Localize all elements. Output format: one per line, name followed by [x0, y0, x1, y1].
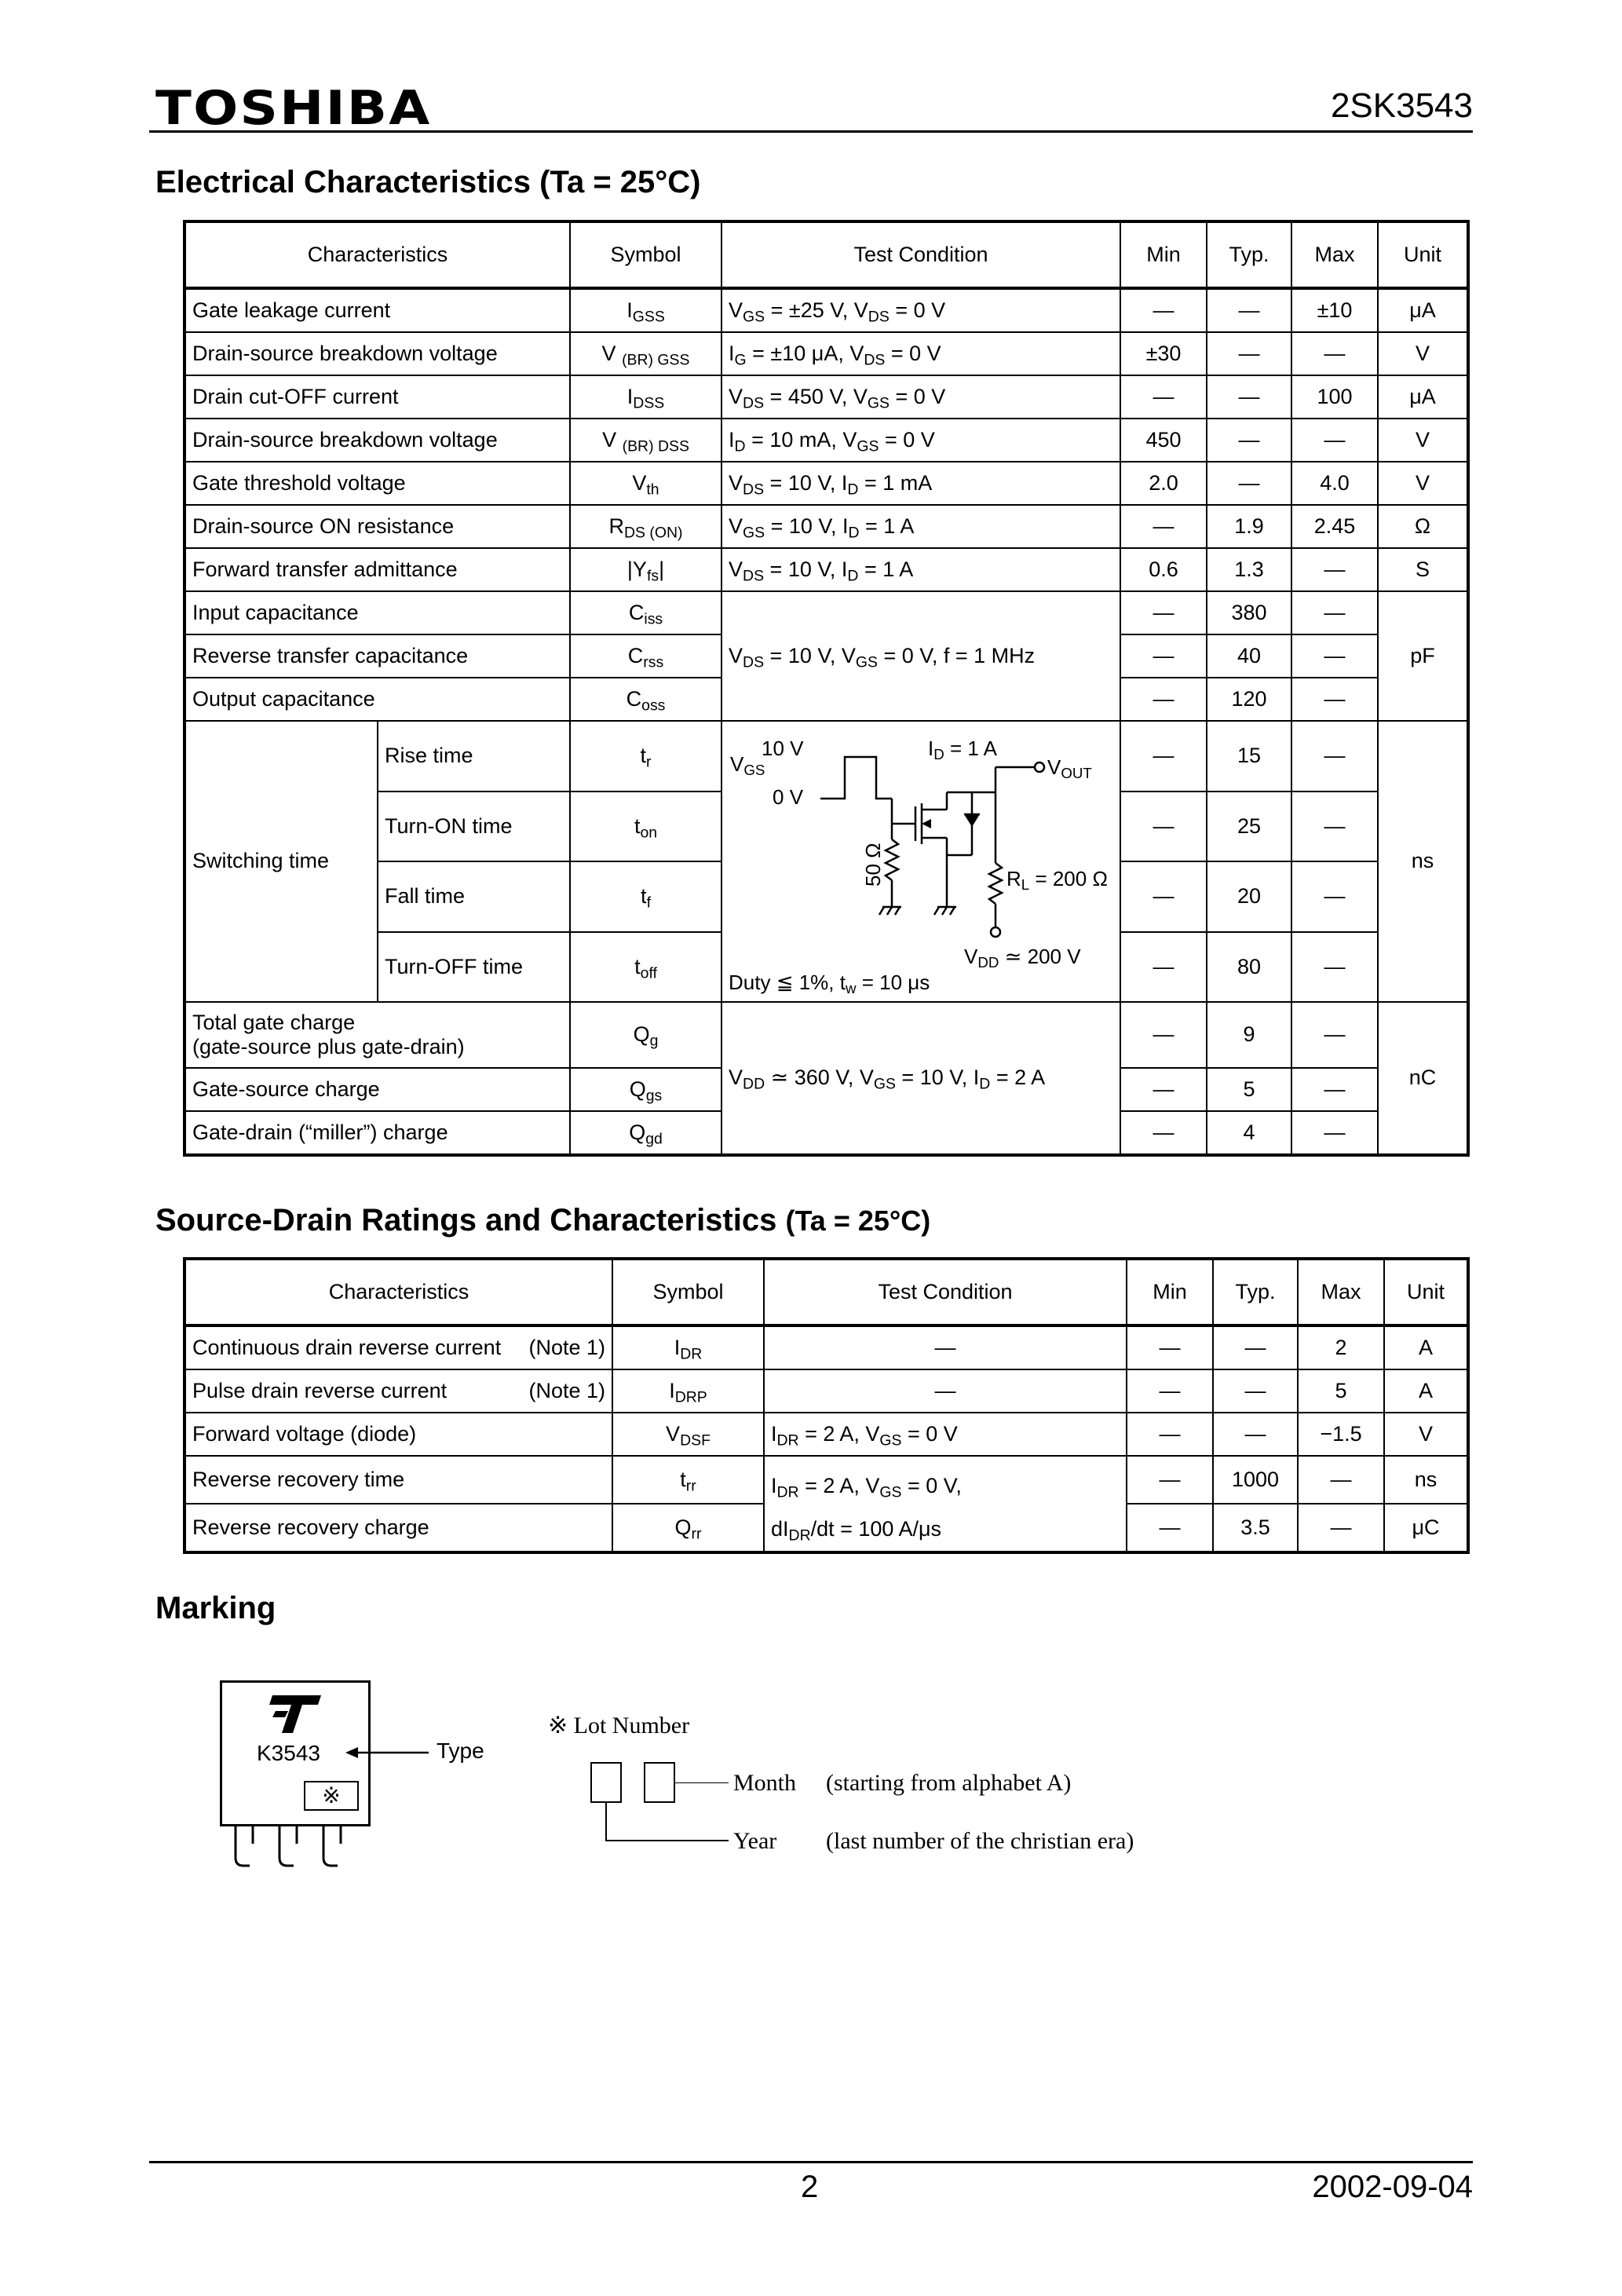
symbol-cell: $C_{rss}$	[570, 634, 721, 678]
min-cell: —	[1120, 591, 1207, 634]
condition-cell: $I_{DR} = 2$ A, $V_{GS} = 0$ V	[764, 1413, 1127, 1456]
row-label: Gate-drain (“miller”) charge	[185, 1111, 570, 1154]
row-label: Forward transfer admittance	[185, 548, 570, 591]
unit-cell: V	[1378, 462, 1467, 505]
typ-cell: —	[1207, 332, 1291, 375]
vdd-value: ≃ 200 V	[1004, 945, 1081, 968]
unit-cell: Ω	[1378, 505, 1467, 548]
row-label: Gate-source charge	[185, 1068, 570, 1111]
rl-label: $R_L = 200$ Ω	[1006, 867, 1108, 894]
max-cell: —	[1291, 861, 1378, 932]
section-title-main: Source-Drain Ratings and Characteristics	[155, 1203, 777, 1238]
symbol-cell: V $_{(BR) DSS}$	[570, 419, 721, 462]
row-label: Drain-source breakdown voltage	[185, 332, 570, 375]
row-label-text: Continuous drain reverse current	[192, 1335, 502, 1359]
typ-cell: 1.3	[1207, 548, 1291, 591]
unit-cell: A	[1384, 1325, 1467, 1369]
condition-cell: $V_{GS} = 10$ V, $I_D = 1$ A	[721, 505, 1120, 548]
unit-cell: ns	[1384, 1456, 1467, 1504]
col-unit: Unit	[1384, 1260, 1467, 1325]
table-header-row	[185, 222, 1467, 288]
min-cell: —	[1120, 678, 1207, 721]
max-cell: —	[1291, 1002, 1378, 1068]
row-label-line-2: (gate-source plus gate-drain)	[192, 1035, 465, 1058]
typ-cell: 9	[1207, 1002, 1291, 1068]
max-cell: —	[1291, 792, 1378, 862]
typ-cell: —	[1207, 288, 1291, 332]
typ-cell: —	[1213, 1325, 1298, 1369]
condition-cell: $V_{DS} = 10$ V, $I_D = 1$ mA	[721, 462, 1120, 505]
row-label	[185, 1002, 570, 1068]
source-drain-ratings-title	[155, 1203, 930, 1238]
page-number: 2	[801, 2170, 819, 2204]
typ-cell: 380	[1207, 591, 1291, 634]
typ-cell: —	[1213, 1413, 1298, 1456]
typ-cell: —	[1213, 1369, 1298, 1413]
lot-number-box: ※	[304, 1781, 359, 1811]
max-cell: —	[1291, 591, 1378, 634]
row-label: Gate leakage current	[185, 288, 570, 332]
condition-cell: $I_G = \pm 10$ μA, $V_{DS} = 0$ V	[721, 332, 1120, 375]
max-cell: —	[1291, 634, 1378, 678]
unit-cell: S	[1378, 548, 1467, 591]
min-cell: —	[1120, 721, 1207, 792]
source-drain-table	[184, 1259, 1468, 1552]
typ-cell: 80	[1207, 932, 1291, 1003]
footer-rule	[149, 2161, 1473, 2163]
marking-title: Marking	[155, 1591, 276, 1625]
condition-cell: $V_{DS} = 10$ V, $V_{GS} = 0$ V, f = 1 MHz	[721, 591, 1120, 721]
vgs-high-label: 10 V	[762, 737, 804, 760]
typ-cell: 5	[1207, 1068, 1291, 1111]
row-label: Input capacitance	[185, 591, 570, 634]
symbol-cell: $t_{off}$	[570, 932, 721, 1003]
row-label: Turn-OFF time	[378, 932, 570, 1003]
row-label: Reverse transfer capacitance	[185, 634, 570, 678]
table-row	[185, 505, 1467, 548]
max-cell: —	[1291, 548, 1378, 591]
year-description: (last number of the christian era)	[826, 1828, 1134, 1854]
note-label: (Note 1)	[528, 1335, 605, 1359]
typ-cell: 40	[1207, 634, 1291, 678]
max-cell: 2	[1298, 1325, 1384, 1369]
package-leads-icon	[229, 1826, 363, 1870]
typ-cell: 1.9	[1207, 505, 1291, 548]
max-cell: —	[1291, 419, 1378, 462]
unit-cell: A	[1384, 1369, 1467, 1413]
row-label: Fall time	[378, 861, 570, 932]
row-label: Forward voltage (diode)	[185, 1413, 612, 1456]
table-row	[185, 1456, 1467, 1504]
condition-cell: $I_{DR} = 2$ A, $V_{GS} = 0$ V, $dI_{DR}/dt = 100$ A/μs	[764, 1456, 1127, 1552]
max-cell: —	[1291, 721, 1378, 792]
max-cell: —	[1291, 332, 1378, 375]
electrical-characteristics-title	[155, 165, 700, 200]
row-label: Reverse recovery time	[185, 1456, 612, 1504]
max-cell: —	[1298, 1504, 1384, 1552]
table-row	[185, 332, 1467, 375]
symbol-cell: $R_{DS (ON)}$	[570, 505, 721, 548]
switching-time-label: Switching time	[185, 721, 378, 1002]
table-row	[185, 375, 1467, 419]
condition-cell: —	[764, 1369, 1127, 1413]
max-cell: 5	[1298, 1369, 1384, 1413]
part-number: 2SK3543	[1330, 86, 1473, 125]
typ-cell: —	[1207, 375, 1291, 419]
condition-cell: $V_{DD}$ ≃ 360 V, $V_{GS} = 10$ V, $I_D = 2$ A	[721, 1002, 1120, 1154]
max-cell: 100	[1291, 375, 1378, 419]
table-row	[185, 1369, 1467, 1413]
typ-cell: —	[1207, 419, 1291, 462]
condition-cell: $V_{DS} = 450$ V, $V_{GS} = 0$ V	[721, 375, 1120, 419]
col-typ: Typ.	[1213, 1260, 1298, 1325]
min-cell: —	[1127, 1504, 1213, 1552]
header-rule	[149, 130, 1473, 133]
typ-cell: 15	[1207, 721, 1291, 792]
typ-cell: 20	[1207, 861, 1291, 932]
gate-resistor-label: 50 Ω	[861, 843, 886, 887]
symbol-cell: $I_{DR}$	[612, 1325, 764, 1369]
max-cell: ±10	[1291, 288, 1378, 332]
symbol-cell: $t_r$	[570, 721, 721, 792]
toshiba-logo: TOSHIBA	[155, 81, 432, 136]
typ-cell: 120	[1207, 678, 1291, 721]
section-title-condition: (Ta = 25°C)	[785, 1205, 931, 1237]
condition-cell: —	[764, 1325, 1127, 1369]
duty-label: Duty ≦ 1%, $t_w = 10$ μs	[729, 971, 930, 997]
table-row	[185, 548, 1467, 591]
unit-cell: μC	[1384, 1504, 1467, 1552]
min-cell: —	[1127, 1369, 1213, 1413]
vout-label: $V_{OUT}$	[1047, 755, 1092, 782]
table-row	[185, 419, 1467, 462]
table-row	[185, 1002, 1467, 1068]
symbol-cell: $Q_g$	[570, 1002, 721, 1068]
typ-cell: —	[1207, 462, 1291, 505]
symbol-cell: $Q_{rr}$	[612, 1504, 764, 1552]
document-date: 2002-09-04	[1312, 2170, 1473, 2204]
unit-cell: V	[1384, 1413, 1467, 1456]
symbol-cell: $I_{GSS}$	[570, 288, 721, 332]
min-cell: —	[1120, 634, 1207, 678]
max-cell: —	[1298, 1456, 1384, 1504]
lot-number-leader-lines	[597, 1782, 730, 1845]
unit-cell: ns	[1378, 721, 1467, 1002]
row-label: Drain-source breakdown voltage	[185, 419, 570, 462]
min-cell: 450	[1120, 419, 1207, 462]
max-cell: —	[1291, 1111, 1378, 1154]
max-cell: 2.45	[1291, 505, 1378, 548]
max-cell: —	[1291, 1068, 1378, 1111]
symbol-cell: $V_{DSF}$	[612, 1413, 764, 1456]
unit-cell: V	[1378, 332, 1467, 375]
min-cell: —	[1120, 1002, 1207, 1068]
switching-test-circuit	[721, 721, 1120, 1002]
toshiba-t-mark-icon	[269, 1694, 323, 1735]
col-characteristics: Characteristics	[185, 1260, 612, 1325]
unit-cell: μA	[1378, 288, 1467, 332]
symbol-cell: $C_{iss}$	[570, 591, 721, 634]
id-label: $I_D = 1$ A	[928, 737, 997, 763]
type-arrow-icon	[345, 1745, 432, 1760]
typ-cell: 4	[1207, 1111, 1291, 1154]
electrical-characteristics-table	[184, 221, 1468, 1155]
row-label: Drain-source ON resistance	[185, 505, 570, 548]
max-cell: —	[1291, 678, 1378, 721]
min-cell: 0.6	[1120, 548, 1207, 591]
year-label: Year	[733, 1828, 777, 1854]
table-header-row	[185, 1260, 1467, 1325]
min-cell: —	[1120, 505, 1207, 548]
row-label: Turn-ON time	[378, 792, 570, 862]
note-label: (Note 1)	[528, 1378, 605, 1402]
min-cell: —	[1120, 1068, 1207, 1111]
condition-cell: $I_D = 10$ mA, $V_{GS} = 0$ V	[721, 419, 1120, 462]
vgs-label: $V_{GS}$	[730, 752, 765, 779]
min-cell: —	[1120, 1111, 1207, 1154]
min-cell: —	[1127, 1456, 1213, 1504]
symbol-cell: $|Y_{fs}|$	[570, 548, 721, 591]
symbol-cell: $Q_{gd}$	[570, 1111, 721, 1154]
col-max: Max	[1291, 222, 1378, 288]
col-min: Min	[1127, 1260, 1213, 1325]
max-cell: −1.5	[1298, 1413, 1384, 1456]
row-label	[185, 1325, 612, 1369]
symbol-cell: $t_{rr}$	[612, 1456, 764, 1504]
col-max: Max	[1298, 1260, 1384, 1325]
col-symbol: Symbol	[612, 1260, 764, 1325]
max-cell: 4.0	[1291, 462, 1378, 505]
min-cell: 2.0	[1120, 462, 1207, 505]
row-label: Gate threshold voltage	[185, 462, 570, 505]
month-label: Month	[733, 1770, 797, 1796]
vgs-low-label: 0 V	[773, 785, 804, 809]
row-label	[185, 1369, 612, 1413]
unit-cell: V	[1378, 419, 1467, 462]
lot-number-label: ※ Lot Number	[548, 1713, 690, 1738]
condition-cell: $V_{GS} = \pm 25$ V, $V_{DS} = 0$ V	[721, 288, 1120, 332]
col-min: Min	[1120, 222, 1207, 288]
table-row	[185, 721, 1467, 792]
unit-cell: nC	[1378, 1002, 1467, 1154]
condition-cell: $V_{DS} = 10$ V, $I_D = 1$ A	[721, 548, 1120, 591]
row-label-line-1: Total gate charge	[192, 1010, 356, 1034]
table-row	[185, 1325, 1467, 1369]
min-cell: —	[1120, 861, 1207, 932]
table-row	[185, 1413, 1467, 1456]
duty-tail: = 10 μs	[856, 971, 930, 994]
typ-cell: 25	[1207, 792, 1291, 862]
min-cell: ±30	[1120, 332, 1207, 375]
col-characteristics: Characteristics	[185, 222, 570, 288]
unit-cell: pF	[1378, 591, 1467, 721]
col-typ: Typ.	[1207, 222, 1291, 288]
typ-cell: 3.5	[1213, 1504, 1298, 1552]
symbol-cell: $Q_{gs}$	[570, 1068, 721, 1111]
unit-cell: μA	[1378, 375, 1467, 419]
vdd-label: $V_{DD}$ ≃ 200 V	[964, 945, 1081, 971]
section-title-condition: (Ta = 25°C)	[539, 165, 701, 199]
min-cell: —	[1127, 1325, 1213, 1369]
month-description: (starting from alphabet A)	[826, 1770, 1072, 1796]
col-test-condition: Test Condition	[764, 1260, 1127, 1325]
typ-cell: 1000	[1213, 1456, 1298, 1504]
row-label: Reverse recovery charge	[185, 1504, 612, 1552]
col-unit: Unit	[1378, 222, 1467, 288]
duty-text: Duty ≦ 1%, t	[729, 971, 846, 994]
symbol-cell: $I_{DRP}$	[612, 1369, 764, 1413]
col-symbol: Symbol	[570, 222, 721, 288]
table-row	[185, 288, 1467, 332]
package-type-text: K3543	[257, 1741, 320, 1765]
type-label: Type	[437, 1738, 484, 1763]
min-cell: —	[1120, 792, 1207, 862]
symbol-cell: $C_{oss}$	[570, 678, 721, 721]
row-label: Output capacitance	[185, 678, 570, 721]
table-row	[185, 462, 1467, 505]
symbol-cell: $I_{DSS}$	[570, 375, 721, 419]
min-cell: —	[1120, 932, 1207, 1003]
row-label-text: Pulse drain reverse current	[192, 1378, 448, 1402]
row-label: Drain cut-OFF current	[185, 375, 570, 419]
min-cell: —	[1127, 1413, 1213, 1456]
symbol-cell: V $_{(BR) GSS}$	[570, 332, 721, 375]
row-label: Rise time	[378, 721, 570, 792]
vout-subscript: OUT	[1061, 765, 1092, 782]
rl-value: = 200 Ω	[1035, 867, 1108, 890]
symbol-cell: $V_{th}$	[570, 462, 721, 505]
col-test-condition: Test Condition	[721, 222, 1120, 288]
symbol-cell: $t_f$	[570, 861, 721, 932]
table-row	[185, 591, 1467, 634]
section-title-main: Electrical Characteristics	[155, 165, 532, 199]
min-cell: —	[1120, 375, 1207, 419]
min-cell: —	[1120, 288, 1207, 332]
max-cell: —	[1291, 932, 1378, 1003]
symbol-cell: $t_{on}$	[570, 792, 721, 862]
id-value: = 1 A	[950, 737, 997, 760]
